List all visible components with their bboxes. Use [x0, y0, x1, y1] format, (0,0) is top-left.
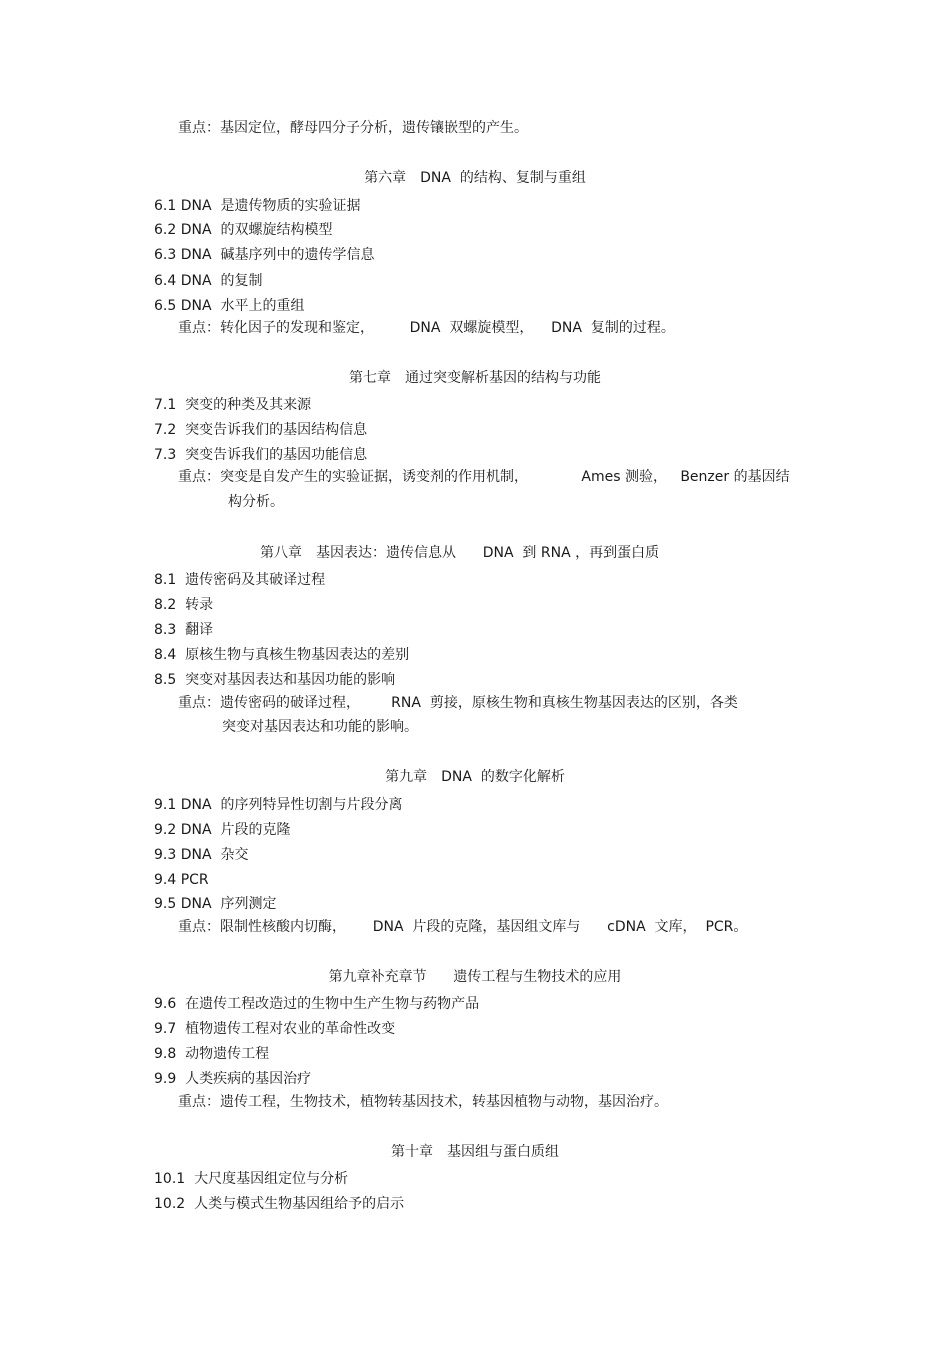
- section-item: 9.2 DNA 片段的克隆: [154, 822, 291, 838]
- section-item: 9.8 动物遗传工程: [154, 1046, 270, 1062]
- section-item: 7.3 突变告诉我们的基因功能信息: [154, 447, 368, 463]
- section-item: 6.2 DNA 的双螺旋结构模型: [154, 222, 333, 238]
- focus-continuation: 构分析。: [228, 494, 284, 510]
- section-item: 8.3 翻译: [154, 622, 214, 638]
- focus-line: 重点：转化因子的发现和鉴定， DNA 双螺旋模型， DNA 复制的过程。: [178, 320, 675, 336]
- chapter-title: 第六章 DNA 的结构、复制与重组: [364, 170, 586, 186]
- focus-continuation: 突变对基因表达和功能的影响。: [222, 719, 418, 735]
- section-item: 9.5 DNA 序列测定: [154, 896, 277, 912]
- section-item: 9.1 DNA 的序列特异性切割与片段分离: [154, 797, 403, 813]
- section-item: 9.7 植物遗传工程对农业的革命性改变: [154, 1021, 396, 1037]
- section-item: 9.3 DNA 杂交: [154, 847, 249, 863]
- chapter-title: 第九章 DNA 的数字化解析: [385, 769, 565, 785]
- section-item: 6.5 DNA 水平上的重组: [154, 298, 305, 314]
- section-item: 6.1 DNA 是遗传物质的实验证据: [154, 198, 361, 214]
- section-item: 8.2 转录: [154, 597, 214, 613]
- section-item: 6.4 DNA 的复制: [154, 273, 263, 289]
- section-item: 8.4 原核生物与真核生物基因表达的差别: [154, 647, 410, 663]
- section-item: 9.6 在遗传工程改造过的生物中生产生物与药物产品: [154, 996, 480, 1012]
- section-item: 10.1 大尺度基因组定位与分析: [154, 1171, 349, 1187]
- chapter-title: 第七章 通过突变解析基因的结构与功能: [349, 370, 601, 386]
- focus-line: 重点：基因定位，酵母四分子分析，遗传镶嵌型的产生。: [178, 120, 528, 136]
- section-item: 9.9 人类疾病的基因治疗: [154, 1071, 312, 1087]
- focus-line: 重点：遗传工程，生物技术，植物转基因技术，转基因植物与动物，基因治疗。: [178, 1094, 668, 1110]
- chapter-title: 第八章 基因表达：遗传信息从 DNA 到 RNA ，再到蛋白质: [260, 545, 660, 561]
- chapter-title: 第十章 基因组与蛋白质组: [391, 1144, 559, 1160]
- section-item: 9.4 PCR: [154, 872, 209, 888]
- section-item: 7.2 突变告诉我们的基因结构信息: [154, 422, 368, 438]
- section-item: 8.5 突变对基因表达和基因功能的影响: [154, 672, 396, 688]
- section-item: 6.3 DNA 碱基序列中的遗传学信息: [154, 247, 375, 263]
- section-item: 10.2 人类与模式生物基因组给予的启示: [154, 1196, 405, 1212]
- chapter-title: 第九章补充章节 遗传工程与生物技术的应用: [328, 969, 622, 985]
- section-item: 8.1 遗传密码及其破译过程: [154, 572, 326, 588]
- focus-line: 重点：遗传密码的破译过程， RNA 剪接，原核生物和真核生物基因表达的区别，各类: [178, 695, 738, 711]
- section-item: 7.1 突变的种类及其来源: [154, 397, 312, 413]
- focus-line: 重点：突变是自发产生的实验证据，诱变剂的作用机制， Ames 测验， Benzer 的基因结: [178, 469, 790, 485]
- focus-line: 重点：限制性核酸内切酶， DNA 片段的克隆，基因组文库与 cDNA 文库， PCR。: [178, 919, 748, 935]
